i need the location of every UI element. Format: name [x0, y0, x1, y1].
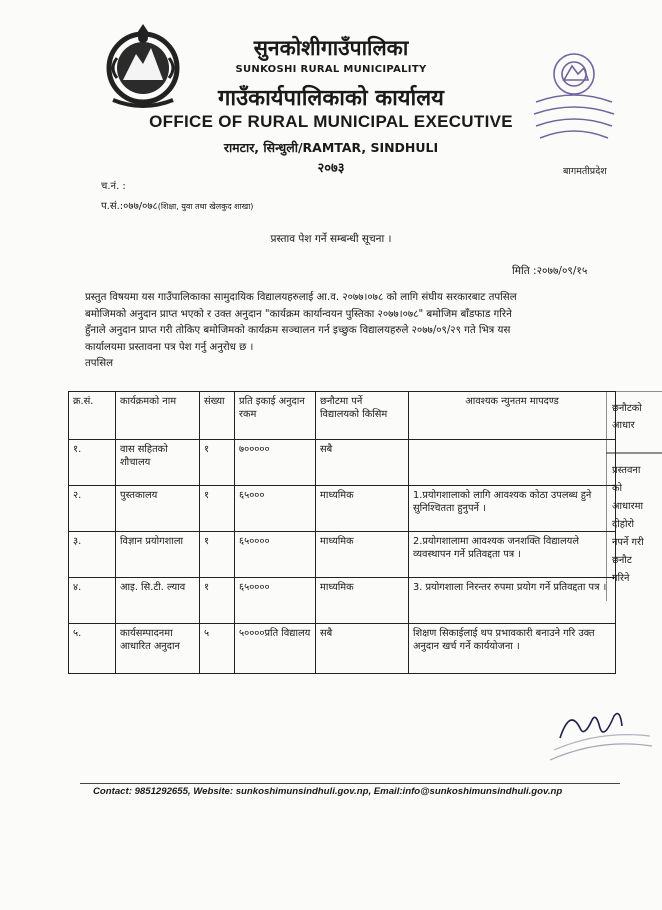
schedule-label: तपसिल — [85, 358, 114, 369]
basis-line: आधारमा — [612, 501, 643, 512]
basis-line: को — [612, 483, 623, 494]
column-header: छनौटमा पर्ने विद्यालयको किसिम — [316, 392, 409, 440]
municipality-name-np: सुनकोशीगाउँपालिका — [253, 36, 409, 60]
basis-line: प्रस्तवना — [612, 465, 641, 476]
column-header: क्र.सं. — [69, 392, 116, 440]
cell-amount: ५००००प्रति विद्यालय — [235, 624, 316, 674]
office-seal-stamp — [530, 44, 618, 152]
cell-school-type: सबै — [316, 440, 409, 486]
basis-line: नपर्ने गरी — [612, 537, 644, 548]
cell-program: विज्ञान प्रयोगशाला — [116, 532, 200, 578]
office-name-np: गाउँकार्यपालिकाको कार्यालय — [218, 86, 444, 111]
cell-amount: ६५०००० — [235, 532, 316, 578]
table-row — [69, 440, 616, 486]
cell-criteria — [409, 440, 616, 486]
basis-line: दोहोरो — [612, 519, 635, 530]
body-line: प्रस्तुत विषयमा यस गाउँपालिकाका सामुदायिक विद्यालयहरुलाई आ.व. २०७७।०७८ को लागि संघीय सरकारबाट तपसिल — [85, 292, 517, 303]
letter-number: प.सं.:०७७/०७८ — [101, 201, 158, 212]
cell-count: १ — [200, 440, 235, 486]
cell-criteria: 3. प्रयोगशाला निरन्तर रुपमा प्रयोग गर्ने प्रतिवद्दता पत्र । — [409, 578, 616, 624]
office-address: रामटार, सिन्धुली/RAMTAR, SINDHULI — [223, 140, 439, 155]
cell-school-type: माध्यमिक — [316, 532, 409, 578]
grant-table — [68, 391, 616, 674]
basis-line: छनौट — [612, 555, 632, 566]
table-row — [69, 624, 616, 674]
column-header: कार्यक्रमको नाम — [116, 392, 200, 440]
basis-header-line: आधार — [612, 420, 635, 431]
cell-program: वास सहितको शौचालय — [116, 440, 200, 486]
office-name-en: OFFICE OF RURAL MUNICIPAL EXECUTIVE — [149, 112, 513, 131]
notice-body — [85, 290, 623, 356]
established-year: २०७३ — [317, 161, 345, 176]
column-header: संख्या — [200, 392, 235, 440]
cell-sn: ४. — [69, 578, 116, 624]
cell-sn: २. — [69, 486, 116, 532]
province-label: बागमतीप्रदेश — [563, 166, 607, 177]
cell-school-type: सबै — [316, 624, 409, 674]
basis-header-line: छनौटको — [612, 403, 642, 414]
letter-reference — [101, 198, 253, 212]
body-line: कार्यालयमा प्रस्तावना पत्र पेश गर्नु अनुरोध छ । — [85, 341, 254, 353]
signature-stamp — [540, 698, 658, 768]
cell-sn: १. — [69, 440, 116, 486]
cell-amount: ६५००० — [235, 486, 316, 532]
column-header: आवश्यक न्युनतम मापदण्ड — [409, 392, 616, 440]
cell-count: १ — [200, 578, 235, 624]
footer-contact: Contact: 9851292655, Website: sunkoshimunsindhuli.gov.np, Email:info@sunkoshimunsindhuli.gov.np — [93, 786, 563, 797]
cell-school-type: माध्यमिक — [316, 578, 409, 624]
cell-criteria: शिक्षण सिकाईलाई थप प्रभावकारी बनाउने गरि उक्त अनुदान खर्च गर्ने कार्ययोजना । — [409, 624, 616, 674]
footer-divider — [80, 783, 620, 784]
cell-amount: ७००००० — [235, 440, 316, 486]
table-row — [69, 532, 616, 578]
cell-program: पुस्तकालय — [116, 486, 200, 532]
table-row — [69, 578, 616, 624]
body-line: हुँनाले अनुदान प्राप्त गरी तोकिए बमोजिमको कार्यक्रम सञ्चालन गर्न इच्छुक विद्यालयहरुले २०७७/०९/२९ गते भित्र यस — [85, 325, 511, 336]
cell-program: आइ. सि.टी. ल्याव — [116, 578, 200, 624]
dispatch-number: च.नं. : — [101, 181, 126, 192]
cell-sn: ३. — [69, 532, 116, 578]
table-header-row — [69, 392, 616, 440]
notice-date: मिति :२०७७/०९/१५ — [512, 265, 588, 277]
cell-count: १ — [200, 486, 235, 532]
cell-amount: ६५०००० — [235, 578, 316, 624]
cell-count: ५ — [200, 624, 235, 674]
cell-criteria: 2.प्रयोगशालामा आवश्यक जनशक्ति विद्यालयले व्यवस्थापन गर्ने प्रतिवद्दता पत्र । — [409, 532, 616, 578]
section-name: (शिक्षा, युवा तथा खेलकुद शाखा) — [157, 202, 254, 211]
basis-line: गरिने — [612, 573, 630, 584]
body-line: बमोजिमको अनुदान प्राप्त भएको र उक्त अनुदान "कार्यक्रम कार्यान्वयन पुस्तिका २०७७।०७८" बमोजिम बाँडफाड गरिने — [85, 308, 512, 320]
municipality-name-en: SUNKOSHI RURAL MUNICIPALITY — [235, 64, 427, 75]
cell-sn: ५. — [69, 624, 116, 674]
cell-criteria: 1.प्रयोगशालाको लागि आवश्यक कोठा उपलब्ध हुने सुनिश्चितता हुनुपर्ने । — [409, 486, 616, 532]
column-header: प्रति इकाई अनुदान रकम — [235, 392, 316, 440]
notice-title: प्रस्ताव पेश गर्ने सम्बन्धी सूचना । — [270, 233, 392, 245]
cell-program: कार्यसम्पादनमा आधारित अनुदान — [116, 624, 200, 674]
table-row — [69, 486, 616, 532]
cell-count: १ — [200, 532, 235, 578]
basis-column-border — [606, 391, 662, 601]
cell-school-type: माध्यमिक — [316, 486, 409, 532]
